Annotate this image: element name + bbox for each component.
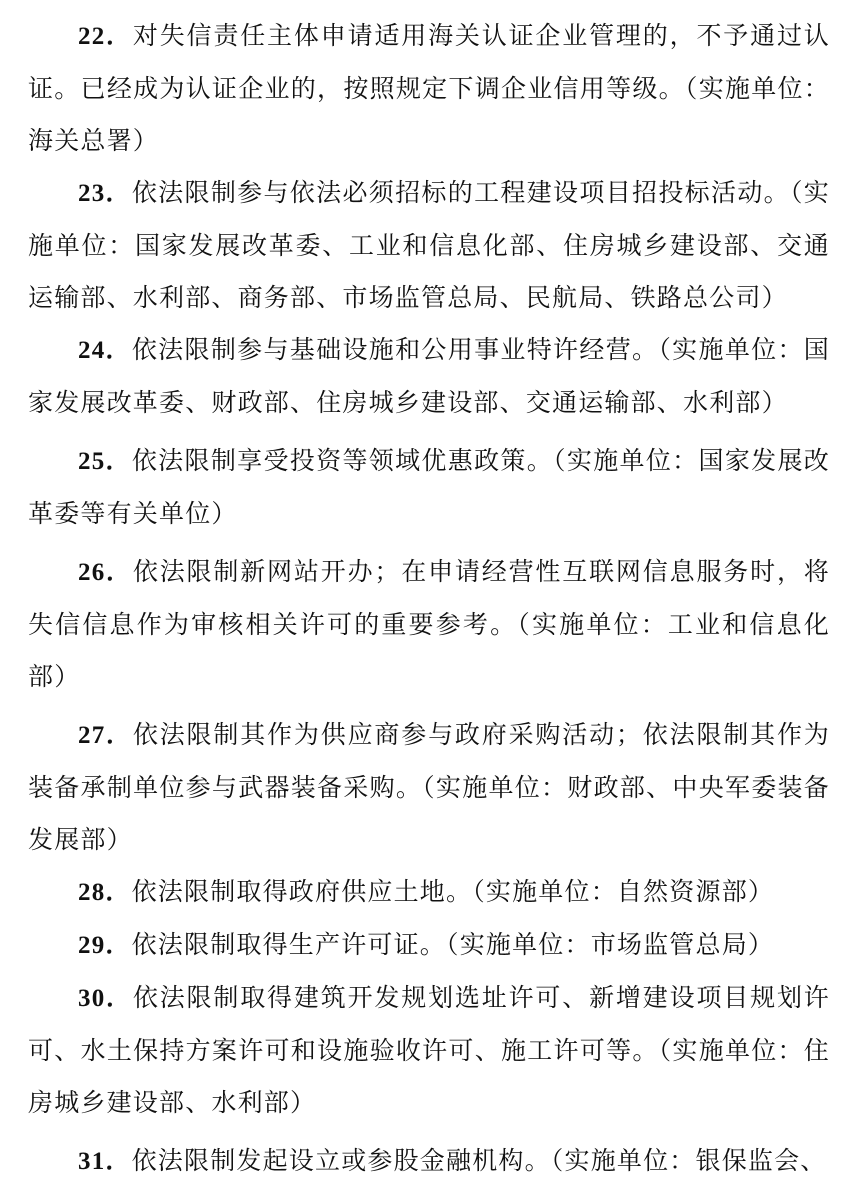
clause-23 xyxy=(28,167,830,324)
clause-number: 26． xyxy=(78,559,133,586)
clause-text: 依法限制其作为供应商参与政府采购活动；依法限制其作为装备承制单位参与武器装备采购。（实施单位：财政部、中央军委装备发展部） xyxy=(28,720,830,854)
clause-28 xyxy=(28,866,830,919)
clause-22 xyxy=(28,10,830,167)
clause-text: 依法限制取得生产许可证。（实施单位：市场监管总局） xyxy=(131,930,775,959)
clause-text: 依法限制参与基础设施和公用事业特许经营。（实施单位：国家发展改革委、财政部、住房城乡建设部、交通运输部、水利部） xyxy=(28,335,830,417)
clause-24 xyxy=(28,324,830,429)
clause-text: 依法限制取得政府供应土地。（实施单位：自然资源部） xyxy=(131,877,775,906)
clause-30 xyxy=(28,972,830,1129)
clause-text: 依法限制取得建筑开发规划选址许可、新增建设项目规划许可、水土保持方案许可和设施验收许可、施工许可等。（实施单位：住房城乡建设部、水利部） xyxy=(28,983,830,1117)
clause-number: 28． xyxy=(78,879,132,906)
clause-number: 29． xyxy=(78,932,132,959)
clause-26 xyxy=(28,546,830,703)
clause-25 xyxy=(28,435,830,540)
clause-text: 依法限制新网站开办；在申请经营性互联网信息服务时，将失信信息作为审核相关许可的重要参考。（实施单位：工业和信息化部） xyxy=(28,557,830,691)
clause-number: 27． xyxy=(78,722,133,749)
clause-number: 24． xyxy=(78,337,132,364)
clause-27 xyxy=(28,709,830,866)
clause-number: 23． xyxy=(78,180,132,207)
clause-number: 22． xyxy=(78,23,133,50)
clause-text: 依法限制享受投资等领域优惠政策。（实施单位：国家发展改革委等有关单位） xyxy=(28,446,830,528)
clause-text: 依法限制发起设立或参股金融机构。（实施单位：银保监会、 xyxy=(131,1146,827,1175)
clause-number: 25． xyxy=(78,448,132,475)
clause-text: 依法限制参与依法必须招标的工程建设项目招投标活动。（实施单位：国家发展改革委、工业和信息化部、住房城乡建设部、交通运输部、水利部、商务部、市场监管总局、民航局、铁路总公司） xyxy=(28,178,830,312)
clause-number: 30． xyxy=(78,985,133,1012)
clause-29 xyxy=(28,919,830,972)
clause-31 xyxy=(28,1135,830,1188)
clause-number: 31． xyxy=(78,1148,132,1175)
clause-text: 对失信责任主体申请适用海关认证企业管理的，不予通过认证。已经成为认证企业的，按照规定下调企业信用等级。（实施单位：海关总署） xyxy=(28,21,830,155)
